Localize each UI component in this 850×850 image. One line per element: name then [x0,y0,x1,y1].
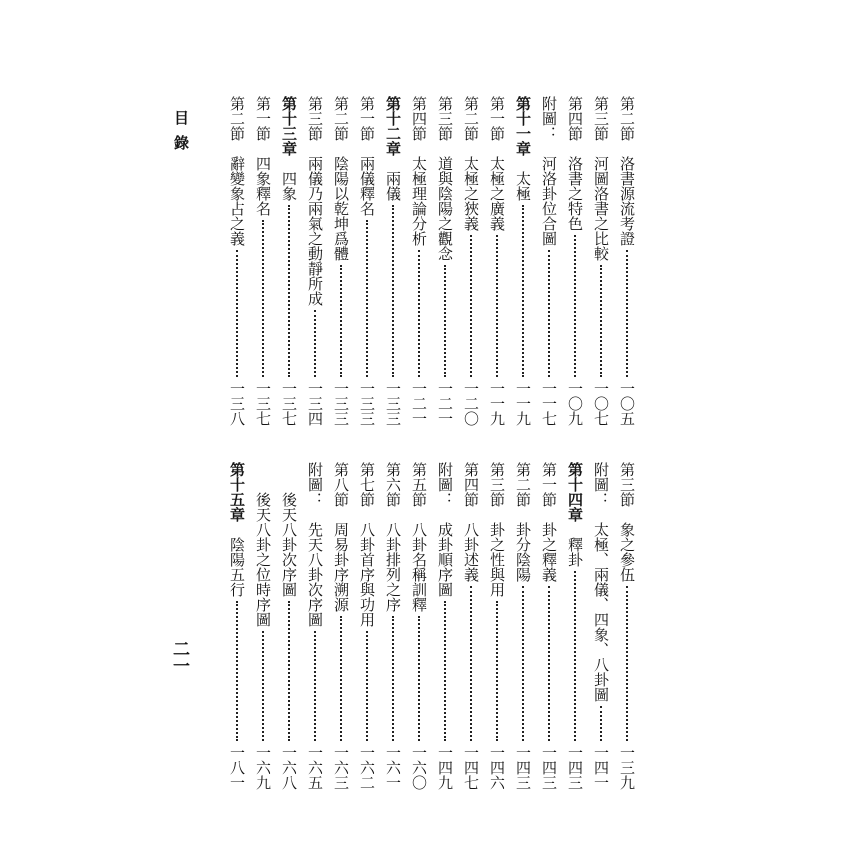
entry-page-number: 一六一 [384,745,402,790]
dotted-leader [262,220,264,377]
toc-entry [484,96,510,426]
entry-page-number: 一四九 [436,745,454,790]
dotted-leader [548,586,550,741]
toc-entry [302,462,328,790]
entry-label: 第四節 [410,96,428,141]
entry-page-number: 一八一 [228,745,246,790]
entry-title: 道與陰陽之觀念 [436,156,454,261]
entry-label: 附圖： [592,462,610,507]
entry-label: 第三節 [592,96,610,141]
dotted-leader [444,601,446,741]
entry-page-number: 一三三 [358,381,376,426]
toc-entry [328,462,354,790]
entry-page-number: 一二一 [436,381,454,426]
entry-spacer [224,141,250,156]
entry-title: 河洛卦位合圖 [540,156,558,246]
toc-entry [250,96,276,426]
entry-title: 後天八卦次序圖 [280,492,298,597]
entry-title: 兩儀釋名 [358,156,376,216]
entry-spacer [406,141,432,156]
page-title: 目錄 [172,110,190,160]
toc-entry [562,96,588,426]
toc-entry [250,462,276,790]
entry-spacer [588,507,614,522]
entry-title: 太極 [514,171,532,201]
dotted-leader [574,235,576,377]
dotted-leader [340,265,342,377]
entry-spacer [588,141,614,156]
entry-title: 先天八卦次序圖 [306,522,324,627]
entry-title: 成卦順序圖 [436,522,454,597]
dotted-leader [444,265,446,377]
dotted-leader [314,310,316,377]
entry-spacer [224,522,250,537]
entry-title: 太極、兩儀、四象、八卦圖 [592,522,610,702]
entry-label: 第一節 [358,96,376,141]
toc-block-bottom [190,462,640,790]
entry-page-number: 一六五 [306,745,324,790]
entry-page-number: 一六八 [280,745,298,790]
entry-label: 第四節 [462,462,480,507]
dotted-leader [626,586,628,741]
entry-label: 附圖： [306,462,324,507]
dotted-leader [366,631,368,741]
entry-spacer [536,141,562,156]
entry-page-number: 一一九 [488,381,506,426]
entry-label: 第二節 [618,96,636,141]
entry-label: 第三節 [618,462,636,507]
toc-entry [484,462,510,790]
entry-spacer [484,507,510,522]
entry-spacer [354,141,380,156]
entry-label: 第一節 [254,96,272,141]
entry-spacer [510,507,536,522]
entry-label: 第六節 [384,462,402,507]
entry-spacer [354,507,380,522]
entry-spacer [406,507,432,522]
entry-title: 洛書源流考證 [618,156,636,246]
entry-label: 第十三章 [280,96,298,156]
entry-spacer [510,156,536,171]
toc-entry [614,96,640,426]
entry-spacer [250,141,276,156]
entry-spacer [614,141,640,156]
dotted-leader [522,205,524,377]
entry-page-number: 一六三 [332,745,350,790]
entry-label: 第四節 [566,96,584,141]
entry-title: 陰陽五行 [228,537,246,597]
entry-label: 附圖： [436,462,454,507]
dotted-leader [626,250,628,377]
entry-page-number: 一四三 [540,745,558,790]
entry-page-number: 一三四 [306,381,324,426]
toc-entry [458,96,484,426]
entry-title: 卦之釋義 [540,522,558,582]
dotted-leader [600,706,602,741]
entry-spacer [484,141,510,156]
entry-spacer [276,156,302,171]
dotted-leader [314,631,316,741]
entry-spacer [302,141,328,156]
entry-page-number: 一六九 [254,745,272,790]
entry-label: 第二節 [462,96,480,141]
entry-title: 兩儀乃兩氣之動靜所成 [306,156,324,306]
entry-title: 辭變象占之義 [228,156,246,246]
dotted-leader [340,616,342,741]
dotted-leader [600,265,602,377]
toc-entry [588,96,614,426]
entry-page-number: 一三三 [384,381,402,426]
entry-spacer [328,507,354,522]
toc-block-top [190,96,640,426]
entry-page-number: 一〇九 [566,381,584,426]
entry-title: 太極之狹義 [462,156,480,231]
entry-title: 象之參伍 [618,522,636,582]
entry-page-number: 一〇七 [592,381,610,426]
dotted-leader [418,250,420,377]
entry-page-number: 一二一 [410,381,428,426]
toc-entry [224,462,250,790]
entry-title: 八卦名稱訓釋 [410,522,428,612]
dotted-leader [288,205,290,377]
entry-spacer [562,141,588,156]
entry-page-number: 一一九 [514,381,532,426]
entry-title: 八卦首序與功用 [358,522,376,627]
toc-entry [354,96,380,426]
entry-title: 卦之性與用 [488,522,506,597]
entry-label: 第八節 [332,462,350,507]
entry-title: 陰陽以乾坤爲體 [332,156,350,261]
toc-entry [276,462,302,790]
entry-page-number: 一四三 [514,745,532,790]
entry-page-number: 一三三 [332,381,350,426]
toc-entry [406,96,432,426]
toc-entry [458,462,484,790]
toc-entry [536,462,562,790]
entry-page-number: 一三八 [228,381,246,426]
toc-entry [406,462,432,790]
dotted-leader [392,616,394,741]
entry-label: 附圖： [540,96,558,141]
entry-label: 第三節 [306,96,324,141]
entry-page-number: 一〇五 [618,381,636,426]
entry-page-number: 一一七 [540,381,558,426]
dotted-leader [470,235,472,377]
entry-title: 後天八卦之位時序圖 [254,492,272,627]
entry-spacer [432,507,458,522]
dotted-leader [366,220,368,377]
entry-label: 第二節 [514,462,532,507]
entry-spacer [380,156,406,171]
entry-title: 洛書之特色 [566,156,584,231]
entry-page-number: 一三七 [280,381,298,426]
entry-label: 第十五章 [228,462,246,522]
dotted-leader [496,235,498,377]
entry-title: 卦分陰陽 [514,522,532,582]
entry-label: 第十一章 [514,96,532,156]
entry-title: 太極之廣義 [488,156,506,231]
dotted-leader [236,601,238,741]
entry-label: 第七節 [358,462,376,507]
entry-page-number: 一六二 [358,745,376,790]
entry-spacer [458,141,484,156]
entry-page-number: 一三九 [618,745,636,790]
entry-spacer [380,507,406,522]
dotted-leader [470,586,472,741]
entry-title: 周易卦序溯源 [332,522,350,612]
entry-label: 第十四章 [566,462,584,522]
entry-page-number: 一三七 [254,381,272,426]
entry-spacer [302,507,328,522]
entry-title: 釋卦 [566,537,584,567]
entry-page-number: 一四六 [488,745,506,790]
toc-entry [614,462,640,790]
entry-label: 第二節 [228,96,246,141]
entry-spacer [328,141,354,156]
entry-page-number: 一四三 [566,745,584,790]
entry-title: 四象釋名 [254,156,272,216]
toc-entry [354,462,380,790]
dotted-leader [496,601,498,741]
toc-entry [536,96,562,426]
toc-entry [510,462,536,790]
entry-indent [276,462,302,492]
toc-entry [510,96,536,426]
entry-spacer [458,507,484,522]
toc-entry [380,462,406,790]
dotted-leader [288,601,290,741]
dotted-leader [236,250,238,377]
entry-title: 八卦述義 [462,522,480,582]
entry-page-number: 一四七 [462,745,480,790]
toc-entry [588,462,614,790]
toc-entry [276,96,302,426]
entry-spacer [432,141,458,156]
toc-entry [432,462,458,790]
entry-label: 第三節 [488,462,506,507]
entry-title: 兩儀 [384,171,402,201]
entry-label: 第一節 [488,96,506,141]
page-number: 二一 [169,640,189,674]
dotted-leader [574,571,576,741]
toc-entry [380,96,406,426]
entry-label: 第五節 [410,462,428,507]
entry-indent [250,462,276,492]
entry-spacer [562,522,588,537]
toc-entry [224,96,250,426]
entry-title: 四象 [280,171,298,201]
toc-entry [432,96,458,426]
entry-spacer [614,507,640,522]
entry-page-number: 一四一 [592,745,610,790]
entry-label: 第三節 [436,96,454,141]
entry-label: 第一節 [540,462,558,507]
dotted-leader [522,586,524,741]
entry-title: 河圖洛書之比較 [592,156,610,261]
entry-title: 八卦排列之序 [384,522,402,612]
entry-label: 第十二章 [384,96,402,156]
entry-label: 第二節 [332,96,350,141]
dotted-leader [262,631,264,741]
toc-entry [562,462,588,790]
entry-spacer [536,507,562,522]
entry-page-number: 一六〇 [410,745,428,790]
toc-entry [302,96,328,426]
entry-page-number: 一二〇 [462,381,480,426]
dotted-leader [418,616,420,741]
dotted-leader [548,250,550,377]
toc-entry [328,96,354,426]
entry-title: 太極理論分析 [410,156,428,246]
dotted-leader [392,205,394,377]
